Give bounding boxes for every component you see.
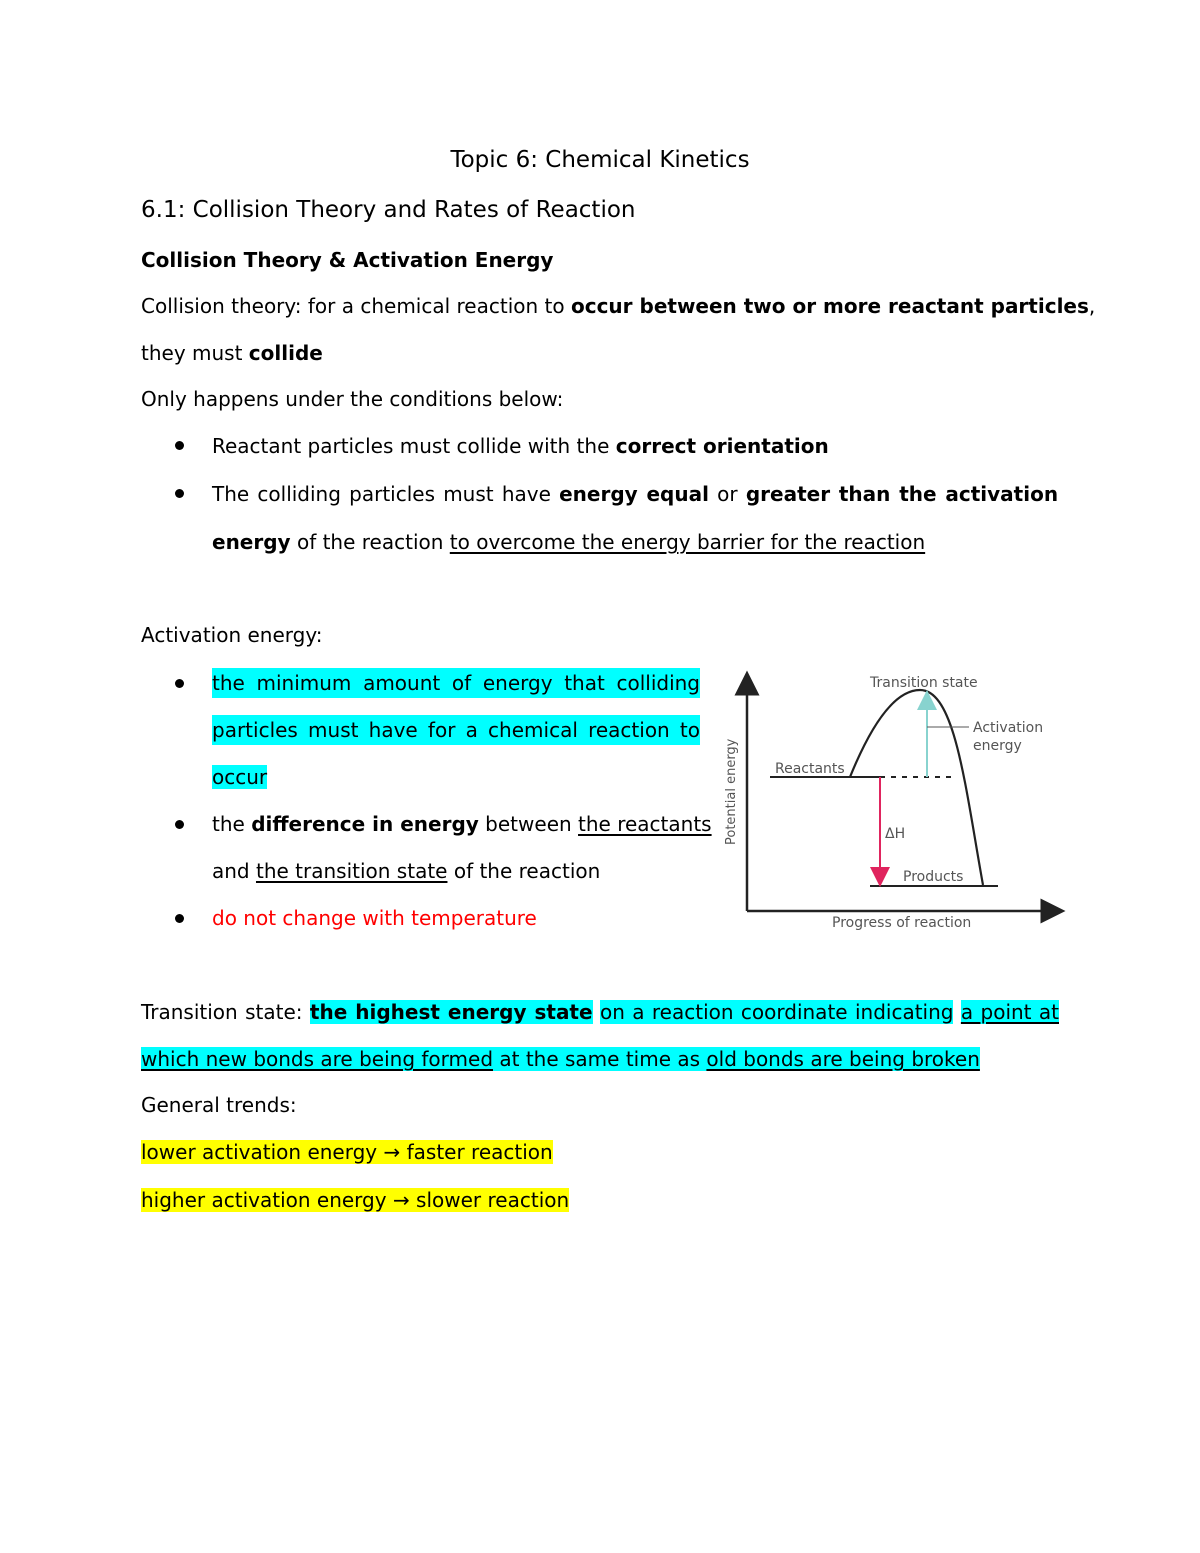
condition-bullet-2-line-2 xyxy=(212,527,925,557)
trend-1 xyxy=(141,1137,553,1167)
text: Collision theory: for a chemical reaction to xyxy=(141,294,571,318)
bold-text: occur between two or more reactant particles xyxy=(570,294,1089,318)
bold-text: energy xyxy=(212,530,291,554)
transition-state-label: Transition state xyxy=(870,675,978,691)
highlighted-bold-text: the highest energy state xyxy=(309,1000,593,1024)
highlighted-underlined-text: which new bonds are being formed xyxy=(141,1047,494,1071)
bold-text: greater than the activation xyxy=(745,482,1059,506)
activation-bullet-1-line-3 xyxy=(212,762,267,792)
x-axis-label: Progress of reaction xyxy=(832,915,972,931)
underlined-text: the transition state xyxy=(255,859,448,883)
highlighted-text: lower activation energy → faster reaction xyxy=(141,1140,553,1164)
highlighted-text: higher activation energy → slower reaction xyxy=(141,1188,570,1212)
text: between xyxy=(478,812,579,836)
subheading: Collision Theory & Activation Energy xyxy=(141,248,554,272)
delta-h-label: ΔH xyxy=(885,826,906,842)
word: must xyxy=(443,482,494,506)
word: The xyxy=(212,482,250,506)
bullet-icon xyxy=(175,914,184,923)
bullet-icon xyxy=(175,820,184,829)
activation-bullet-2-line-1 xyxy=(212,809,712,839)
word: colliding xyxy=(257,482,341,506)
word: particles xyxy=(349,482,435,506)
y-axis-label: Potential energy xyxy=(724,738,739,845)
highlighted-text: the minimum amount of energy that colliding xyxy=(212,668,700,698)
general-trends-label: General trends: xyxy=(141,1093,297,1117)
activation-label: Activation xyxy=(973,720,1044,736)
text: the xyxy=(212,812,252,836)
highlighted-text: on a reaction coordinate indicating xyxy=(599,1000,954,1024)
bullet-icon xyxy=(175,679,184,688)
trend-2 xyxy=(141,1185,569,1215)
reactants-label: Reactants xyxy=(775,761,845,777)
transition-state-line-2 xyxy=(141,1044,980,1074)
activation-bullet-3: do not change with temperature xyxy=(212,906,537,930)
bullet-icon xyxy=(175,441,184,450)
text: of the reaction xyxy=(290,530,450,554)
text: of the reaction xyxy=(447,859,601,883)
energy-profile-diagram xyxy=(715,665,1075,940)
activation-bullet-1-line-1 xyxy=(212,668,700,698)
highlighted-underlined-text: a point at xyxy=(960,1000,1059,1024)
highlighted-underlined-text: old bonds are being broken xyxy=(706,1047,980,1071)
word: or xyxy=(717,482,738,506)
bold-text: difference in energy xyxy=(251,812,479,836)
bold-text: collide xyxy=(248,341,323,365)
page-title: Topic 6: Chemical Kinetics xyxy=(450,147,750,173)
collision-theory-line-2 xyxy=(141,338,323,368)
condition-bullet-1 xyxy=(212,431,829,461)
highlighted-text: particles must have for a chemical reaction to xyxy=(212,715,700,745)
text: Transition state: xyxy=(141,1000,310,1024)
highlighted-text: occur xyxy=(212,765,268,789)
section-heading: 6.1: Collision Theory and Rates of Reaction xyxy=(141,197,636,223)
bold-text: correct orientation xyxy=(615,434,829,458)
text: , xyxy=(1088,294,1096,318)
highlighted-text: at the same time as xyxy=(493,1047,707,1071)
collision-theory-line-1 xyxy=(141,291,1095,321)
condition-bullet-2-line-1 xyxy=(212,479,1058,509)
bullet-icon xyxy=(175,489,184,498)
bold-text: energy equal xyxy=(559,482,709,506)
reaction-curve xyxy=(850,690,983,885)
text: Reactant particles must collide with the xyxy=(212,434,616,458)
activation-energy-label: Activation energy: xyxy=(141,623,323,647)
energy-label: energy xyxy=(973,738,1022,754)
word: have xyxy=(501,482,551,506)
transition-state-line-1 xyxy=(141,997,1059,1027)
conditions-intro: Only happens under the conditions below: xyxy=(141,387,564,411)
activation-bullet-2-line-2 xyxy=(212,856,600,886)
text: and xyxy=(212,859,256,883)
underlined-text: the reactants xyxy=(578,812,712,836)
underlined-text: to overcome the energy barrier for the reaction xyxy=(449,530,926,554)
products-label: Products xyxy=(903,869,964,885)
text: they must xyxy=(141,341,249,365)
activation-bullet-1-line-2 xyxy=(212,715,700,745)
